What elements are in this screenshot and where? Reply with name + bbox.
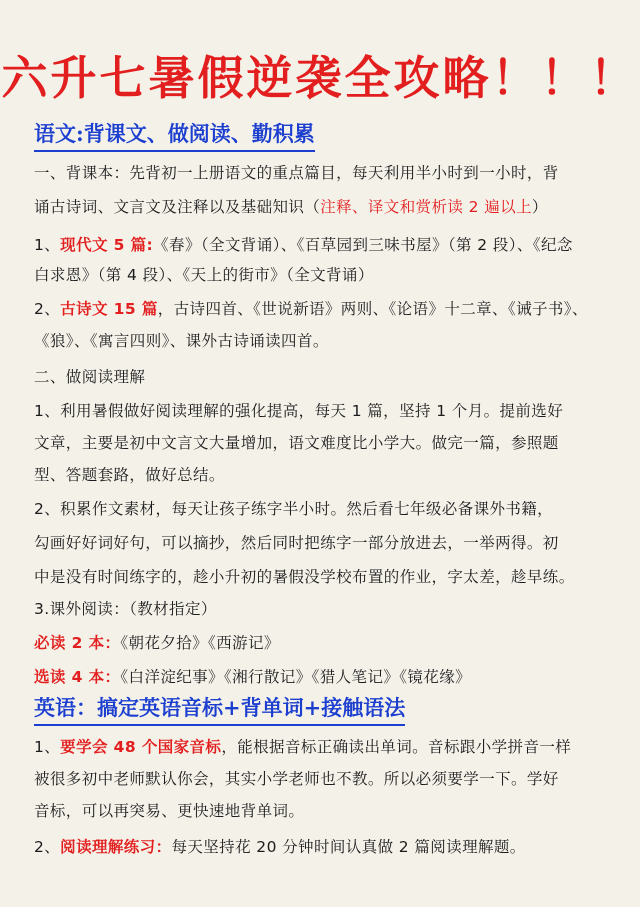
modern-text-line-1 bbox=[34, 234, 624, 256]
highlight-text: 必读 2 本： bbox=[34, 634, 121, 652]
text-span: ） bbox=[531, 198, 548, 216]
ancient-poem-line-2: 《狼》、《寓言四则》、课外古诗诵读四首。 bbox=[34, 332, 329, 350]
writing-line-2: 勾画好好词好句，可以摘抄，然后同时把练字一部分放进去，一举两得。初 bbox=[34, 534, 559, 552]
writing-line-1: 2、积累作文素材，每天让孩子练字半小时。然后看七年级必备课外书籍， bbox=[34, 500, 554, 518]
chinese-section-heading: 语文:背课文、做阅读、勤积累 bbox=[34, 120, 315, 152]
page-title: 六升七暑假逆袭全攻略！！！ bbox=[1, 51, 639, 105]
text-span: ，古诗四首、《世说新语》两则、《论语》十二章、《诫子书》、 bbox=[157, 300, 588, 318]
reading-line-2: 文章，主要是初中文言文大量增加，语文难度比小学大。做完一篇，参照题 bbox=[34, 434, 559, 452]
phonetics-line-1 bbox=[34, 736, 624, 758]
highlight-text: 要学会 48 个国家音标 bbox=[60, 738, 222, 756]
ancient-poem-line-1 bbox=[34, 298, 624, 320]
list-number: 1、 bbox=[34, 738, 61, 756]
text-span: 每天坚持花 20 分钟时间认真做 2 篇阅读理解题。 bbox=[171, 838, 526, 856]
list-number: 2、 bbox=[34, 300, 61, 318]
writing-line-3: 中是没有时间练字的，趁小升初的暑假没学校布置的作业，字太差，趁早练。 bbox=[34, 568, 575, 586]
reading-practice-line bbox=[34, 836, 624, 858]
text-span: ，能根据音标正确读出单词。音标跟小学拼音一样 bbox=[221, 738, 572, 756]
text-span: 《朝花夕拾》《西游记》 bbox=[120, 634, 280, 652]
required-reading-line bbox=[34, 632, 624, 654]
reading-line-3: 型、答题套路，做好总结。 bbox=[34, 466, 225, 484]
highlight-text: 选读 4 本： bbox=[34, 668, 121, 686]
highlight-text: 注释、译文和赏析读 2 遍以上 bbox=[320, 198, 532, 216]
text-span: 诵古诗词、文言文及注释以及基础知识（ bbox=[34, 198, 321, 216]
reading-line-1: 1、利用暑假做好阅读理解的强化提高，每天 1 篇，坚持 1 个月。提前选好 bbox=[34, 402, 564, 420]
text-span: 《白洋淀纪事》《湘行散记》《猎人笔记》《镜花缘》 bbox=[120, 668, 471, 686]
phonetics-line-3: 音标，可以再突易、更快速地背单词。 bbox=[34, 802, 305, 820]
reading-heading: 二、做阅读理解 bbox=[34, 368, 146, 386]
highlight-text: 古诗文 15 篇 bbox=[60, 300, 158, 318]
extra-reading-heading: 3.课外阅读：（教材指定） bbox=[34, 600, 217, 618]
modern-text-line-2: 白求恩》（第 4 段）、《天上的街市》（全文背诵） bbox=[34, 266, 374, 284]
english-section-heading: 英语：搞定英语音标+背单词+接触语法 bbox=[34, 694, 405, 726]
chinese-recite-line-1: 一、背课本：先背初一上册语文的重点篇目，每天利用半小时到一小时，背 bbox=[34, 164, 559, 182]
highlight-text: 现代文 5 篇: bbox=[60, 236, 154, 254]
phonetics-line-2: 被很多初中老师默认你会，其实小学老师也不教。所以必须要学一下。学好 bbox=[34, 770, 559, 788]
chinese-recite-line-2 bbox=[34, 196, 624, 218]
highlight-text: 阅读理解练习： bbox=[60, 838, 172, 856]
optional-reading-line bbox=[34, 666, 624, 688]
text-span: 《春》（全文背诵）、《百草园到三味书屋》（第 2 段）、《纪念 bbox=[153, 236, 573, 254]
list-number: 2、 bbox=[34, 838, 61, 856]
list-number: 1、 bbox=[34, 236, 61, 254]
